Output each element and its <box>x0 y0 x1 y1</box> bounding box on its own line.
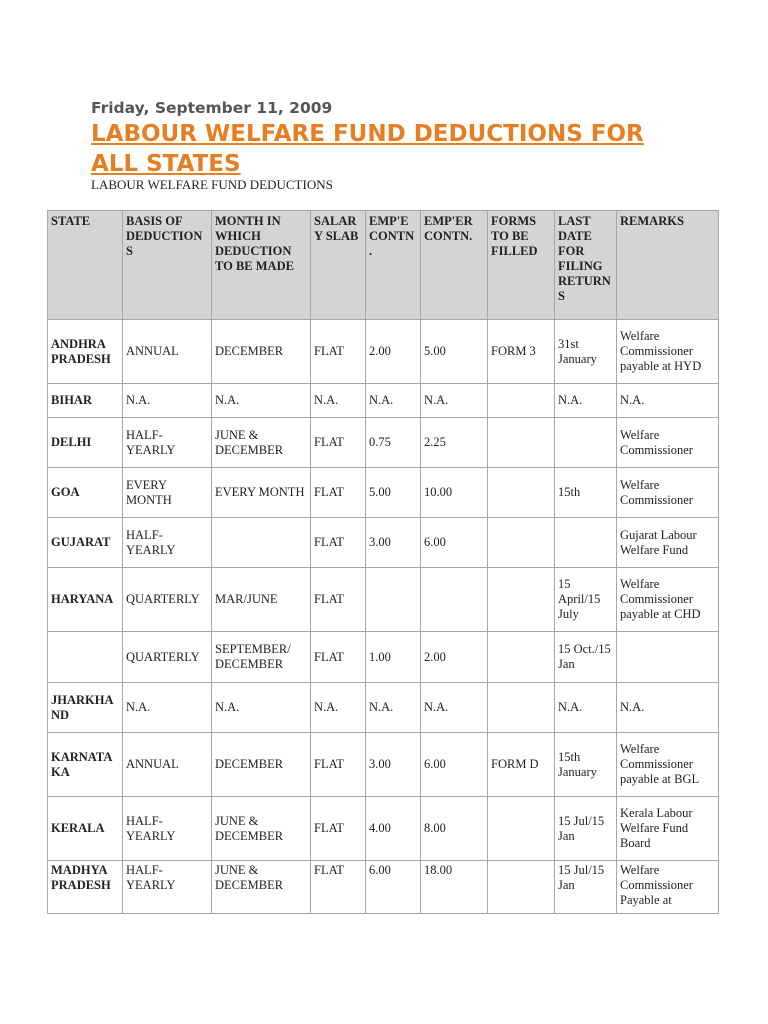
cell-remarks: Welfare Commissioner <box>617 468 719 518</box>
cell-last-date: 15th January <box>555 733 617 797</box>
cell-remarks: Welfare Commissioner payable at BGL <box>617 733 719 797</box>
cell-month: JUNE & DECEMBER <box>212 861 311 914</box>
cell-slab: N.A. <box>311 683 366 733</box>
table-row <box>48 797 719 861</box>
cell-empe: 6.00 <box>366 861 421 914</box>
cell-last-date <box>555 418 617 468</box>
cell-slab: FLAT <box>311 418 366 468</box>
cell-slab: FLAT <box>311 518 366 568</box>
cell-basis: HALF-YEARLY <box>123 418 212 468</box>
cell-remarks: Welfare Commissioner Payable at <box>617 861 719 914</box>
cell-basis: HALF-YEARLY <box>123 861 212 914</box>
cell-state: BIHAR <box>48 384 123 418</box>
cell-emper <box>421 568 488 632</box>
cell-forms <box>488 418 555 468</box>
cell-empe: 0.75 <box>366 418 421 468</box>
cell-emper: 10.00 <box>421 468 488 518</box>
cell-remarks: Welfare Commissioner payable at HYD <box>617 320 719 384</box>
column-header: LAST DATE FOR FILING RETURNS <box>555 211 617 320</box>
cell-last-date: 15 Jul/15 Jan <box>555 797 617 861</box>
cell-last-date: 31st January <box>555 320 617 384</box>
post-subtitle: LABOUR WELFARE FUND DEDUCTIONS <box>91 177 333 192</box>
cell-emper: 2.00 <box>421 632 488 683</box>
cell-basis: N.A. <box>123 384 212 418</box>
cell-forms <box>488 518 555 568</box>
cell-state: JHARKHAND <box>48 683 123 733</box>
post-date: Friday, September 11, 2009 <box>91 99 333 117</box>
cell-state <box>48 632 123 683</box>
cell-basis: N.A. <box>123 683 212 733</box>
cell-emper: 8.00 <box>421 797 488 861</box>
cell-emper: N.A. <box>421 384 488 418</box>
cell-emper: 2.25 <box>421 418 488 468</box>
cell-slab: FLAT <box>311 797 366 861</box>
cell-slab: N.A. <box>311 384 366 418</box>
cell-emper: 6.00 <box>421 733 488 797</box>
table-row <box>48 861 719 914</box>
cell-state: DELHI <box>48 418 123 468</box>
cell-slab: FLAT <box>311 468 366 518</box>
column-header: EMP'E CONTN. <box>366 211 421 320</box>
table-row <box>48 568 719 632</box>
cell-empe: 3.00 <box>366 518 421 568</box>
cell-month: SEPTEMBER/ DECEMBER <box>212 632 311 683</box>
cell-basis: HALF-YEARLY <box>123 518 212 568</box>
cell-remarks: Welfare Commissioner <box>617 418 719 468</box>
cell-empe: 5.00 <box>366 468 421 518</box>
column-header: MONTH IN WHICH DEDUCTION TO BE MADE <box>212 211 311 320</box>
cell-month: N.A. <box>212 384 311 418</box>
cell-forms <box>488 683 555 733</box>
cell-slab: FLAT <box>311 861 366 914</box>
cell-last-date <box>555 518 617 568</box>
cell-empe: 2.00 <box>366 320 421 384</box>
table-row <box>48 418 719 468</box>
cell-forms <box>488 797 555 861</box>
cell-forms <box>488 861 555 914</box>
table-row <box>48 468 719 518</box>
table-row <box>48 683 719 733</box>
cell-last-date: 15 April/15 July <box>555 568 617 632</box>
column-header: SALARY SLAB <box>311 211 366 320</box>
cell-basis: ANNUAL <box>123 320 212 384</box>
cell-emper: 5.00 <box>421 320 488 384</box>
cell-state: KERALA <box>48 797 123 861</box>
cell-emper: N.A. <box>421 683 488 733</box>
cell-basis: EVERY MONTH <box>123 468 212 518</box>
column-header: REMARKS <box>617 211 719 320</box>
cell-month: DECEMBER <box>212 320 311 384</box>
cell-last-date: 15 Oct./15 Jan <box>555 632 617 683</box>
column-header: STATE <box>48 211 123 320</box>
cell-empe: N.A. <box>366 384 421 418</box>
cell-month: JUNE & DECEMBER <box>212 418 311 468</box>
cell-state: KARNATAKA <box>48 733 123 797</box>
table-row <box>48 320 719 384</box>
table-row <box>48 733 719 797</box>
cell-last-date: N.A. <box>555 384 617 418</box>
table-header-row <box>48 211 719 320</box>
deductions-table <box>47 210 719 914</box>
cell-remarks <box>617 632 719 683</box>
cell-emper: 18.00 <box>421 861 488 914</box>
cell-last-date: N.A. <box>555 683 617 733</box>
post-title[interactable]: LABOUR WELFARE FUND DEDUCTIONS FOR ALL STATES <box>91 121 644 177</box>
cell-month: MAR/JUNE <box>212 568 311 632</box>
cell-state: MADHYA PRADESH <box>48 861 123 914</box>
column-header: EMP'ER CONTN. <box>421 211 488 320</box>
cell-empe: 1.00 <box>366 632 421 683</box>
cell-basis: ANNUAL <box>123 733 212 797</box>
column-header: FORMS TO BE FILLED <box>488 211 555 320</box>
cell-month: JUNE & DECEMBER <box>212 797 311 861</box>
cell-remarks: N.A. <box>617 683 719 733</box>
table-row <box>48 632 719 683</box>
cell-slab: FLAT <box>311 632 366 683</box>
cell-forms <box>488 384 555 418</box>
cell-empe: 3.00 <box>366 733 421 797</box>
cell-slab: FLAT <box>311 733 366 797</box>
cell-remarks: N.A. <box>617 384 719 418</box>
cell-month: DECEMBER <box>212 733 311 797</box>
cell-forms: FORM D <box>488 733 555 797</box>
cell-forms: FORM 3 <box>488 320 555 384</box>
cell-month: N.A. <box>212 683 311 733</box>
cell-basis: QUARTERLY <box>123 568 212 632</box>
table-row <box>48 384 719 418</box>
cell-emper: 6.00 <box>421 518 488 568</box>
cell-last-date: 15th <box>555 468 617 518</box>
cell-forms <box>488 468 555 518</box>
cell-remarks: Welfare Commissioner payable at CHD <box>617 568 719 632</box>
cell-empe <box>366 568 421 632</box>
cell-forms <box>488 568 555 632</box>
cell-state: GUJARAT <box>48 518 123 568</box>
cell-slab: FLAT <box>311 568 366 632</box>
cell-basis: HALF-YEARLY <box>123 797 212 861</box>
cell-last-date: 15 Jul/15 Jan <box>555 861 617 914</box>
cell-remarks: Kerala Labour Welfare Fund Board <box>617 797 719 861</box>
cell-empe: 4.00 <box>366 797 421 861</box>
column-header: BASIS OF DEDUCTIONS <box>123 211 212 320</box>
cell-month: EVERY MONTH <box>212 468 311 518</box>
cell-state: ANDHRA PRADESH <box>48 320 123 384</box>
cell-basis: QUARTERLY <box>123 632 212 683</box>
cell-empe: N.A. <box>366 683 421 733</box>
cell-slab: FLAT <box>311 320 366 384</box>
cell-state: HARYANA <box>48 568 123 632</box>
cell-forms <box>488 632 555 683</box>
cell-month <box>212 518 311 568</box>
cell-state: GOA <box>48 468 123 518</box>
table-row <box>48 518 719 568</box>
cell-remarks: Gujarat Labour Welfare Fund <box>617 518 719 568</box>
